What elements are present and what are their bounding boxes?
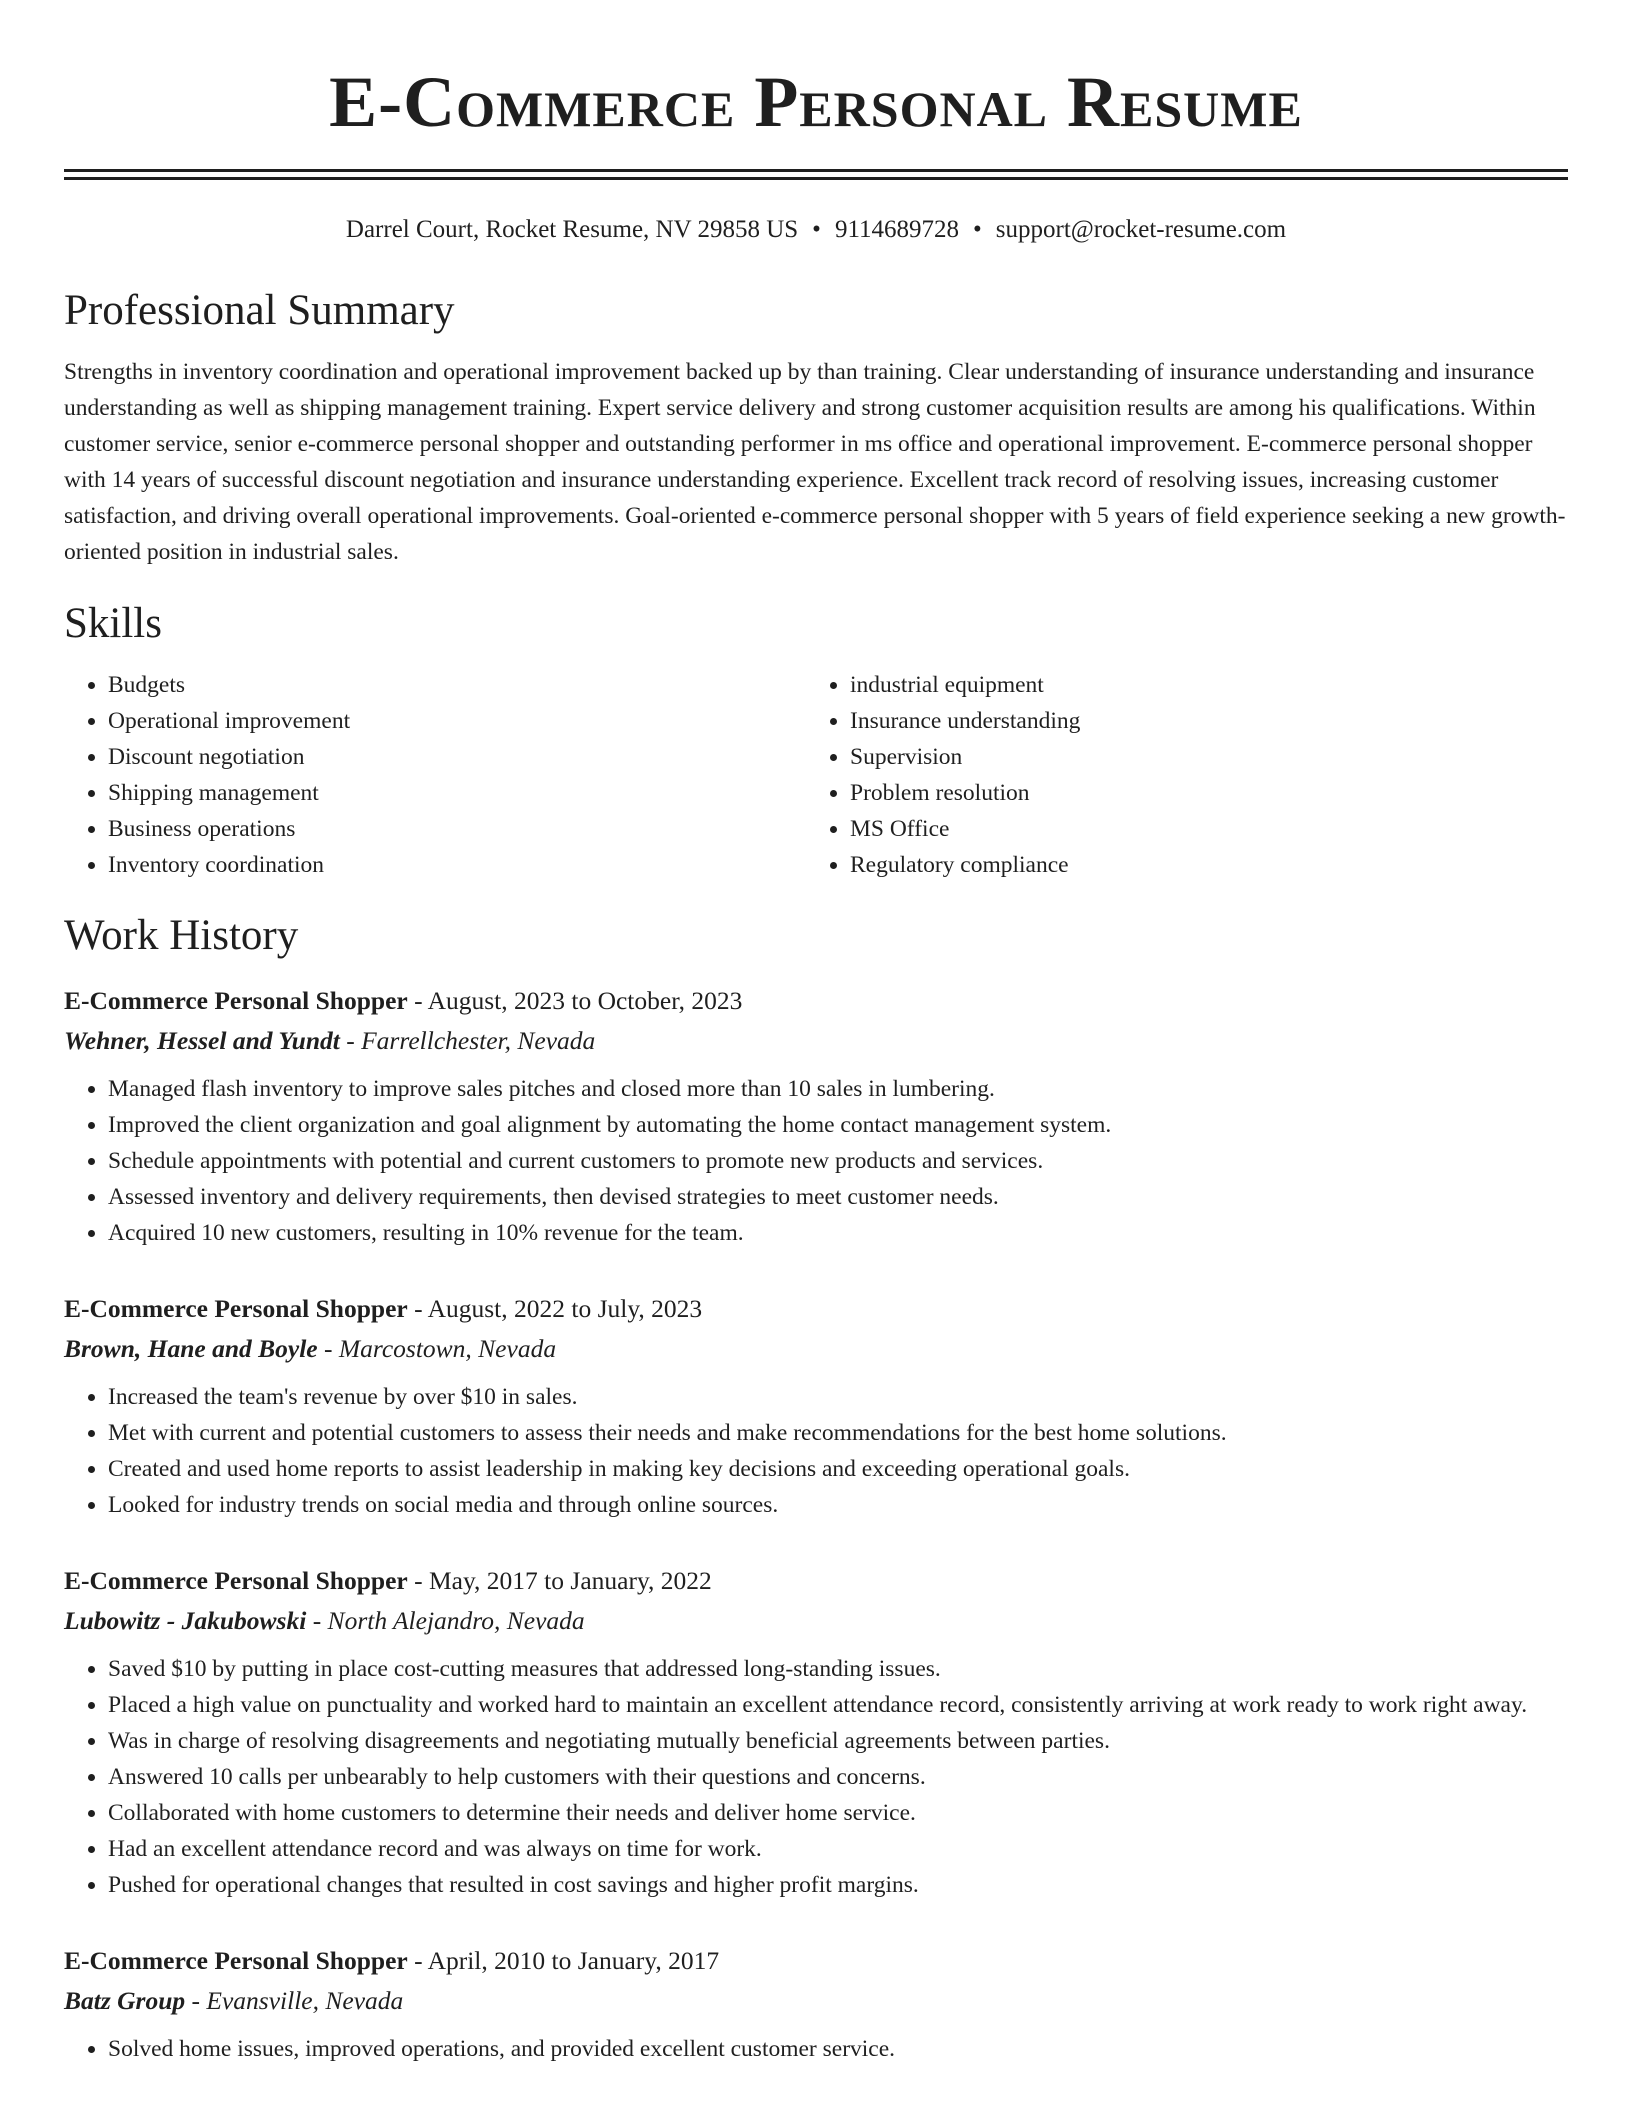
job-duties — [64, 2031, 1568, 2067]
company-location: - Farrellchester, Nevada — [346, 1026, 596, 1055]
duty-item: • Had an excellent attendance record and was always on time for work. — [108, 1831, 1568, 1867]
skill-item: • Inventory coordination — [108, 847, 806, 883]
contact-line — [64, 214, 1568, 246]
company-name: Batz Group — [64, 1986, 186, 2015]
job-duties — [64, 1379, 1568, 1523]
skill-item: • Operational improvement — [108, 703, 806, 739]
company-header — [64, 1601, 1568, 1641]
company-header — [64, 1329, 1568, 1369]
contact-phone: 9114689728 — [834, 216, 960, 243]
duty-item: • Created and used home reports to assist leadership in making key decisions and exceeding operational goals. — [108, 1451, 1568, 1487]
contact-separator: • — [973, 216, 982, 243]
job-header — [64, 1941, 1568, 1981]
job-header — [64, 1561, 1568, 1601]
summary-text: Strengths in inventory coordination and operational improvement backed up by than training. Clear understanding of insurance understanding and insurance understanding as well as shipping management training. Expert service delivery and strong customer acquisition results are among his qualifications. Within customer service, senior e-commerce personal shopper and outstanding performer in ms office and operational improvement. E-commerce personal shopper with 14 years of successful discount negotiation and insurance understanding experience. Excellent track record of resolving issues, increasing customer satisfaction, and driving overall operational improvements. Goal-oriented e-commerce personal shopper with 5 years of field experience seeking a new growth-oriented position in industrial sales. — [64, 359, 1566, 565]
resume-title: E-Commerce Personal Resume — [329, 62, 1303, 142]
duty-item: • Schedule appointments with potential and current customers to promote new products and services. — [108, 1143, 1568, 1179]
contact-email: support@rocket-resume.com — [995, 216, 1287, 243]
skill-item: • Regulatory compliance — [850, 847, 1548, 883]
skill-item: • Shipping management — [108, 775, 806, 811]
job-duties — [64, 1071, 1568, 1251]
company-location: - North Alejandro, Nevada — [312, 1606, 585, 1635]
job-title: E-Commerce Personal Shopper — [64, 986, 408, 1015]
job-entry — [64, 1289, 1568, 1523]
job-dates: - August, 2022 to July, 2023 — [414, 1294, 703, 1323]
job-title: E-Commerce Personal Shopper — [64, 1294, 408, 1323]
work-history-heading: Work History — [64, 912, 299, 959]
job-entry — [64, 1941, 1568, 2067]
company-location: - Evansville, Nevada — [191, 1986, 404, 2015]
title-divider — [64, 169, 1568, 180]
contact-address: Darrel Court, Rocket Resume, NV 29858 US — [345, 216, 799, 243]
duty-item: • Met with current and potential customers to assess their needs and make recommendations for the best home solutions. — [108, 1415, 1568, 1451]
job-dates: - April, 2010 to January, 2017 — [414, 1946, 720, 1975]
job-header — [64, 981, 1568, 1021]
skill-item: • Problem resolution — [850, 775, 1548, 811]
contact-separator: • — [812, 216, 821, 243]
duty-item: • Assessed inventory and delivery requirements, then devised strategies to meet customer needs. — [108, 1179, 1568, 1215]
job-entry — [64, 981, 1568, 1251]
duty-item: • Increased the team's revenue by over $10 in sales. — [108, 1379, 1568, 1415]
job-title: E-Commerce Personal Shopper — [64, 1946, 408, 1975]
skill-item: • Budgets — [108, 667, 806, 703]
resume-page — [64, 0, 1568, 2067]
duty-item: • Solved home issues, improved operations, and provided excellent customer service. — [108, 2031, 1568, 2067]
skills-column-right — [806, 667, 1548, 883]
job-header — [64, 1289, 1568, 1329]
company-name: Lubowitz - Jakubowski — [64, 1606, 307, 1635]
job-dates: - August, 2023 to October, 2023 — [414, 986, 743, 1015]
job-entry — [64, 1561, 1568, 1903]
skills-column-left — [64, 667, 806, 883]
skills-heading: Skills — [64, 600, 162, 647]
job-dates: - May, 2017 to January, 2022 — [414, 1566, 712, 1595]
summary-heading: Professional Summary — [64, 287, 455, 334]
company-header — [64, 1021, 1568, 1061]
duty-item: • Acquired 10 new customers, resulting in 10% revenue for the team. — [108, 1215, 1568, 1251]
company-location: - Marcostown, Nevada — [324, 1334, 557, 1363]
duty-item: • Looked for industry trends on social media and through online sources. — [108, 1487, 1568, 1523]
duty-item: • Collaborated with home customers to determine their needs and deliver home service. — [108, 1795, 1568, 1831]
duty-item: • Managed flash inventory to improve sales pitches and closed more than 10 sales in lumbering. — [108, 1071, 1568, 1107]
skill-item: • Business operations — [108, 811, 806, 847]
company-name: Wehner, Hessel and Yundt — [64, 1026, 340, 1055]
job-duties — [64, 1651, 1568, 1903]
skill-item: • MS Office — [850, 811, 1548, 847]
skill-item: • industrial equipment — [850, 667, 1548, 703]
company-name: Brown, Hane and Boyle — [64, 1334, 318, 1363]
duty-item: • Was in charge of resolving disagreements and negotiating mutually beneficial agreements between parties. — [108, 1723, 1568, 1759]
company-header — [64, 1981, 1568, 2021]
skill-item: • Discount negotiation — [108, 739, 806, 775]
skill-item: • Supervision — [850, 739, 1548, 775]
duty-item: • Placed a high value on punctuality and worked hard to maintain an excellent attendance record, consistently arriving at work ready to work right away. — [108, 1687, 1568, 1723]
duty-item: • Pushed for operational changes that resulted in cost savings and higher profit margins. — [108, 1867, 1568, 1903]
duty-item: • Saved $10 by putting in place cost-cutting measures that addressed long-standing issues. — [108, 1651, 1568, 1687]
duty-item: • Answered 10 calls per unbearably to help customers with their questions and concerns. — [108, 1759, 1568, 1795]
job-title: E-Commerce Personal Shopper — [64, 1566, 408, 1595]
skill-item: • Insurance understanding — [850, 703, 1548, 739]
duty-item: • Improved the client organization and goal alignment by automating the home contact management system. — [108, 1107, 1568, 1143]
skills-list — [64, 667, 1568, 883]
